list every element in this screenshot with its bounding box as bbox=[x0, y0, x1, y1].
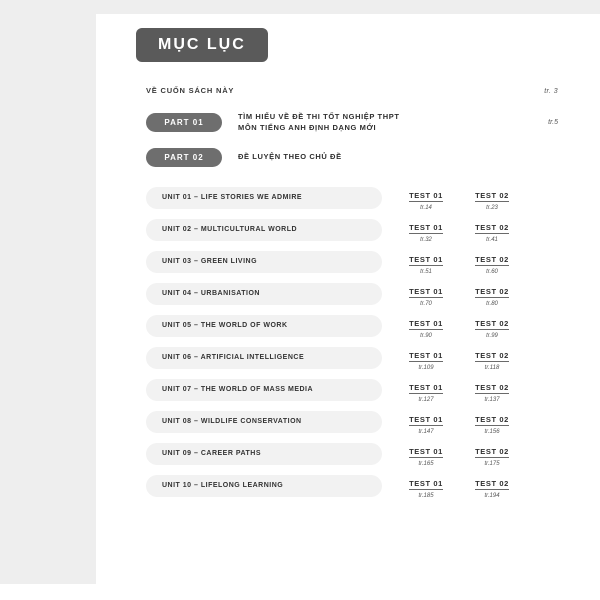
unit-test-2[interactable] bbox=[464, 473, 520, 499]
unit-test-1-label: TEST 01 bbox=[409, 222, 443, 232]
unit-test-2[interactable] bbox=[464, 345, 520, 371]
unit-label[interactable]: UNIT 02 – MULTICULTURAL WORLD bbox=[146, 219, 382, 241]
unit-tests bbox=[398, 185, 520, 211]
unit-test-1[interactable] bbox=[398, 217, 454, 243]
unit-test-1-label: TEST 01 bbox=[409, 350, 443, 360]
unit-test-2-page: tr.60 bbox=[486, 268, 498, 275]
unit-test-2[interactable] bbox=[464, 217, 520, 243]
unit-test-2[interactable] bbox=[464, 249, 520, 275]
unit-test-1-label: TEST 01 bbox=[409, 382, 443, 392]
unit-tests bbox=[398, 249, 520, 275]
unit-test-2-page: tr.80 bbox=[486, 300, 498, 307]
list-item[interactable] bbox=[146, 249, 558, 275]
unit-test-2-label: TEST 02 bbox=[475, 478, 509, 488]
unit-test-1-page: tr.147 bbox=[418, 428, 434, 435]
unit-test-1-label: TEST 01 bbox=[409, 318, 443, 328]
page-background-band-bottom bbox=[0, 584, 600, 600]
part-02-title: ĐỀ LUYỆN THEO CHỦ ĐỀ bbox=[238, 152, 342, 162]
list-item[interactable] bbox=[146, 473, 558, 499]
unit-list bbox=[146, 185, 558, 499]
unit-test-1-page: tr.14 bbox=[420, 204, 432, 211]
part-02-badge: PART 02 bbox=[146, 148, 222, 167]
unit-label[interactable]: UNIT 06 – ARTIFICIAL INTELLIGENCE bbox=[146, 347, 382, 369]
unit-test-1[interactable] bbox=[398, 249, 454, 275]
part-01-title-line2: MÔN TIẾNG ANH ĐỊNH DẠNG MỚI bbox=[238, 123, 377, 133]
page-title: MỤC LỤC bbox=[136, 28, 268, 62]
unit-test-1-page: tr.32 bbox=[420, 236, 432, 243]
unit-label[interactable]: UNIT 01 – LIFE STORIES WE ADMIRE bbox=[146, 187, 382, 209]
unit-test-2-label: TEST 02 bbox=[475, 190, 509, 200]
list-item[interactable] bbox=[146, 441, 558, 467]
unit-test-1-label: TEST 01 bbox=[409, 446, 443, 456]
unit-test-1-label: TEST 01 bbox=[409, 190, 443, 200]
unit-label[interactable]: UNIT 05 – THE WORLD OF WORK bbox=[146, 315, 382, 337]
list-item[interactable] bbox=[146, 185, 558, 211]
unit-tests bbox=[398, 377, 520, 403]
unit-label[interactable]: UNIT 07 – THE WORLD OF MASS MEDIA bbox=[146, 379, 382, 401]
unit-test-1-page: tr.109 bbox=[418, 364, 434, 371]
list-item[interactable] bbox=[146, 345, 558, 371]
unit-test-2[interactable] bbox=[464, 441, 520, 467]
unit-test-1-label: TEST 01 bbox=[409, 414, 443, 424]
part-01-page: tr.5 bbox=[548, 118, 558, 126]
unit-test-2-page: tr.23 bbox=[486, 204, 498, 211]
unit-test-1-page: tr.127 bbox=[418, 396, 434, 403]
unit-test-2-label: TEST 02 bbox=[475, 414, 509, 424]
unit-test-2[interactable] bbox=[464, 185, 520, 211]
unit-test-1-page: tr.70 bbox=[420, 300, 432, 307]
unit-test-1-label: TEST 01 bbox=[409, 286, 443, 296]
unit-label[interactable]: UNIT 04 – URBANISATION bbox=[146, 283, 382, 305]
unit-test-2-page: tr.99 bbox=[486, 332, 498, 339]
unit-label[interactable]: UNIT 03 – GREEN LIVING bbox=[146, 251, 382, 273]
unit-test-2[interactable] bbox=[464, 281, 520, 307]
page-background-band-left bbox=[0, 0, 96, 584]
unit-test-1-page: tr.51 bbox=[420, 268, 432, 275]
unit-tests bbox=[398, 473, 520, 499]
unit-label[interactable]: UNIT 08 – WILDLIFE CONSERVATION bbox=[146, 411, 382, 433]
part-01-title-line1: TÌM HIỂU VỀ ĐỀ THI TỐT NGHIỆP THPT bbox=[238, 112, 400, 121]
unit-test-2[interactable] bbox=[464, 313, 520, 339]
unit-test-1[interactable] bbox=[398, 377, 454, 403]
unit-test-2-label: TEST 02 bbox=[475, 382, 509, 392]
list-item[interactable] bbox=[146, 281, 558, 307]
list-item[interactable] bbox=[146, 313, 558, 339]
unit-tests bbox=[398, 313, 520, 339]
unit-tests bbox=[398, 345, 520, 371]
table-of-contents bbox=[146, 86, 558, 505]
unit-test-2-label: TEST 02 bbox=[475, 350, 509, 360]
unit-tests bbox=[398, 281, 520, 307]
page-sheet bbox=[96, 14, 600, 584]
unit-test-2[interactable] bbox=[464, 377, 520, 403]
unit-test-2-label: TEST 02 bbox=[475, 318, 509, 328]
unit-test-1-label: TEST 01 bbox=[409, 254, 443, 264]
toc-part-02[interactable] bbox=[146, 148, 558, 167]
unit-test-1[interactable] bbox=[398, 281, 454, 307]
unit-test-2-label: TEST 02 bbox=[475, 446, 509, 456]
unit-test-2-page: tr.41 bbox=[486, 236, 498, 243]
unit-test-2-page: tr.137 bbox=[484, 396, 500, 403]
list-item[interactable] bbox=[146, 409, 558, 435]
toc-entry-about-book[interactable] bbox=[146, 86, 558, 95]
unit-test-1[interactable] bbox=[398, 313, 454, 339]
unit-test-1[interactable] bbox=[398, 345, 454, 371]
unit-test-1[interactable] bbox=[398, 441, 454, 467]
unit-test-2-page: tr.118 bbox=[484, 364, 500, 371]
unit-test-2-page: tr.175 bbox=[484, 460, 500, 467]
unit-test-2-label: TEST 02 bbox=[475, 222, 509, 232]
unit-test-1[interactable] bbox=[398, 185, 454, 211]
unit-test-1-label: TEST 01 bbox=[409, 478, 443, 488]
unit-test-1[interactable] bbox=[398, 409, 454, 435]
list-item[interactable] bbox=[146, 377, 558, 403]
unit-test-2-label: TEST 02 bbox=[475, 286, 509, 296]
unit-label[interactable]: UNIT 09 – CAREER PATHS bbox=[146, 443, 382, 465]
unit-test-1[interactable] bbox=[398, 473, 454, 499]
unit-label[interactable]: UNIT 10 – LIFELONG LEARNING bbox=[146, 475, 382, 497]
part-01-badge: PART 01 bbox=[146, 113, 222, 132]
list-item[interactable] bbox=[146, 217, 558, 243]
unit-test-2-page: tr.194 bbox=[484, 492, 500, 499]
part-01-title bbox=[238, 111, 548, 134]
unit-tests bbox=[398, 441, 520, 467]
unit-test-2[interactable] bbox=[464, 409, 520, 435]
about-book-label: VỀ CUỐN SÁCH NÀY bbox=[146, 86, 235, 95]
unit-test-1-page: tr.165 bbox=[418, 460, 434, 467]
unit-test-1-page: tr.185 bbox=[418, 492, 434, 499]
unit-test-2-label: TEST 02 bbox=[475, 254, 509, 264]
unit-tests bbox=[398, 217, 520, 243]
toc-part-01[interactable] bbox=[146, 111, 558, 134]
unit-test-1-page: tr.90 bbox=[420, 332, 432, 339]
unit-tests bbox=[398, 409, 520, 435]
about-book-page: tr. 3 bbox=[544, 88, 558, 95]
unit-test-2-page: tr.156 bbox=[484, 428, 500, 435]
